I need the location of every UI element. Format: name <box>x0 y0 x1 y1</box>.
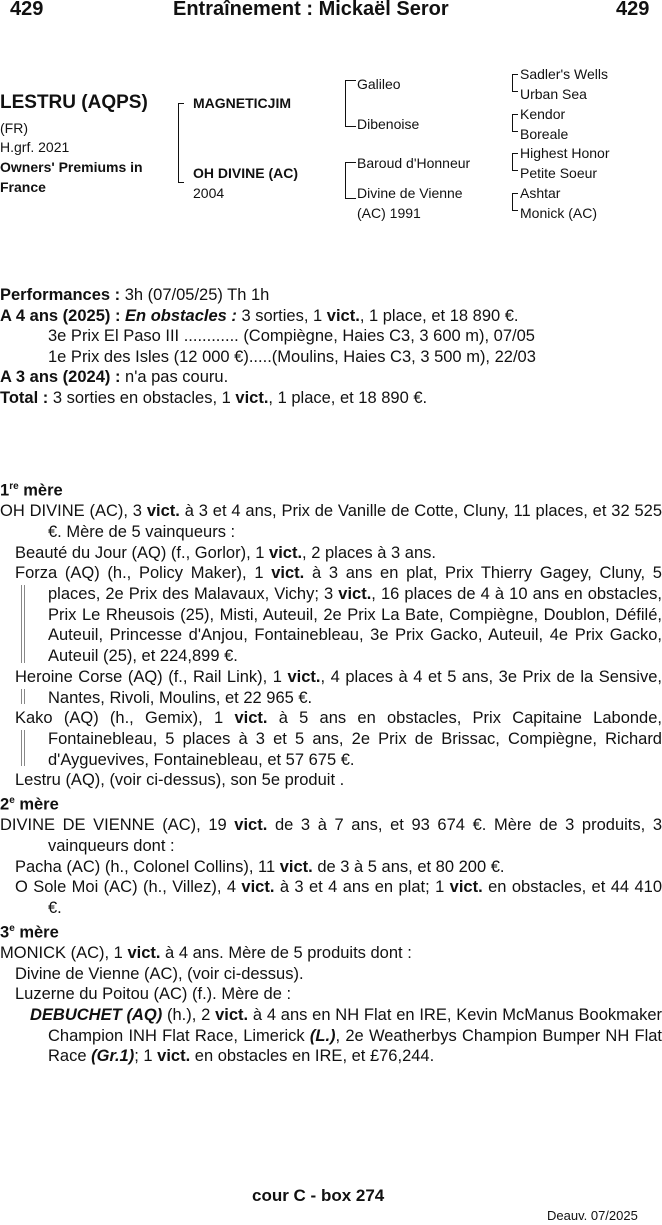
ss-sire: Sadler's Wells <box>520 66 608 82</box>
sd-sire: Kendor <box>520 106 566 122</box>
horse-name: LESTRU (AQPS) <box>0 92 148 113</box>
perf-2024-line: A 3 ans (2024) : n'a pas couru. <box>0 368 229 386</box>
race-result-1: 3e Prix El Paso III ............ (Compiègne, Haies C3, 3 600 m), 07/05 <box>48 327 535 345</box>
sd-dam: Boreale <box>520 126 569 142</box>
dam-year: 2004 <box>193 185 225 201</box>
dam-dam: Divine de Vienne <box>357 185 463 201</box>
first-dam-intro: OH DIVINE (AC), 3 vict. à 3 et 4 ans, Prix de Vanille de Cotte, Cluny, 11 places, et 32 525 €. Mère de 5 vainqueurs : <box>0 502 662 541</box>
bracket-ss <box>512 74 518 92</box>
first-dam-progeny-5: Lestru (AQ), (voir ci-dessus), son 5e produit . <box>15 771 345 790</box>
race-result-2: 1e Prix des Isles (12 000 €).....(Moulins, Haies C3, 3 500 m), 22/03 <box>48 347 536 366</box>
performances-section <box>0 285 662 408</box>
second-dam-progeny-2: O Sole Moi (AC) (h., Villez), 4 vict. à 3 et 4 ans en plat; 1 vict. en obstacles, et 44 410 €. <box>15 878 662 918</box>
third-dam-intro: MONICK (AC), 1 vict. à 4 ans. Mère de 5 produits dont : <box>0 943 412 962</box>
pedigree-bracket-gen1 <box>178 103 184 183</box>
box-location: cour C - box 274 <box>252 1186 385 1205</box>
first-dam-progeny-3: Heroine Corse (AQ) (f., Rail Link), 1 vict., 4 places à 4 et 5 ans, 3e Prix de la Sensive, Nantes, Rivoli, Moulins, et 22 965 €. <box>15 667 662 707</box>
horse-description: H.grf. 2021 <box>0 139 70 155</box>
pedigree-bracket-dam <box>345 162 356 199</box>
sire-dam: Dibenoise <box>357 116 420 132</box>
pedigree-bracket-sire <box>345 80 356 127</box>
sire-name: MAGNETICJIM <box>193 95 291 111</box>
ds-dam: Petite Soeur <box>520 165 598 181</box>
second-dam-heading: 2e mère <box>0 795 59 814</box>
third-dam-progeny-2: Luzerne du Poitou (AC) (f.). Mère de : <box>15 985 292 1004</box>
perf-total-line: Total : 3 sorties en obstacles, 1 vict., 1 place, et 18 890 €. <box>0 388 428 407</box>
dd-sire: Ashtar <box>520 185 561 201</box>
bracket-dd <box>512 193 518 211</box>
dd-dam: Monick (AC) <box>520 205 598 221</box>
performances-line: Performances : 3h (07/05/25) Th 1h <box>0 286 270 304</box>
sale-reference: Deauv. 07/2025 <box>547 1208 638 1223</box>
second-dam-progeny-1: Pacha (AC) (h., Colonel Collins), 11 vict. de 3 à 5 ans, et 80 200 €. <box>15 857 505 876</box>
dam-name: OH DIVINE (AC) <box>193 165 298 181</box>
lot-number-right: 429 <box>616 0 650 20</box>
ss-dam: Urban Sea <box>520 86 587 102</box>
first-dam-progeny-4: Kako (AQ) (h., Gemix), 1 vict. à 5 ans en obstacles, Prix Capitaine Labonde, Fontainebleau, 5 places à 3 et 5 ans, 2e Prix de Brissac, Compiègne, Richard d'Ayguevives, Fontainebleau, et 57 675 €. <box>15 709 662 769</box>
second-dam-intro: DIVINE DE VIENNE (AC), 19 vict. de 3 à 7 ans, et 93 674 €. Mère de 3 produits, 3 vainqueurs dont : <box>0 816 662 855</box>
first-dam-progeny-2: Forza (AQ) (h., Policy Maker), 1 vict. à 3 ans en plat, Prix Thierry Gagey, Cluny, 5 places, 2e Prix des Malavaux, Vichy; 3 vict., 16 places de 4 à 10 ans en obstacles, Prix Le Rheusois (25), Misti, Auteuil, 2e Prix La Bate, Compiègne, Doublon, Défilé, Auteuil, Princesse d'Anjou, Fontainebleau, 3e Prix Gacko, Auteuil, 4e Prix Gacko, Auteuil (25), et 224,899 €. <box>15 564 662 666</box>
grand-progeny-debuchet: DEBUCHET (AQ) (h.), 2 vict. à 4 ans en NH Flat en IRE, Kevin McManus Bookmaker Champion INH Flat Race, Limerick (L.), 2e Weatherbys Champion Bumper NH Flat Race (Gr.1); 1 vict. en obstacles en IRE, et £76,244. <box>30 1006 662 1066</box>
horse-country: (FR) <box>0 120 28 136</box>
perf-2025-line: A 4 ans (2025) : En obstacles : 3 sorties, 1 vict., 1 place, et 18 890 €. <box>0 306 519 325</box>
owner-line-2: France <box>0 179 46 195</box>
lot-number-left: 429 <box>10 0 44 20</box>
third-dam-heading: 3e mère <box>0 922 59 942</box>
bracket-ds <box>512 153 518 171</box>
first-dam-progeny-1: Beauté du Jour (AQ) (f., Gorlor), 1 vict., 2 places à 3 ans. <box>15 543 436 562</box>
dam-dam-year: (AC) 1991 <box>357 205 421 221</box>
third-dam-progeny-1: Divine de Vienne (AC), (voir ci-dessus). <box>15 964 304 983</box>
bracket-sd <box>512 114 518 132</box>
family-section <box>0 477 662 1067</box>
dam-sire: Baroud d'Honneur <box>357 155 471 171</box>
page-title: Entraînement : Mickaël Seror <box>173 0 449 20</box>
first-dam-heading: 1re mère <box>0 481 63 500</box>
ds-sire: Highest Honor <box>520 145 610 161</box>
sire-sire: Galileo <box>357 76 401 92</box>
owner-line-1: Owners' Premiums in <box>0 159 143 175</box>
